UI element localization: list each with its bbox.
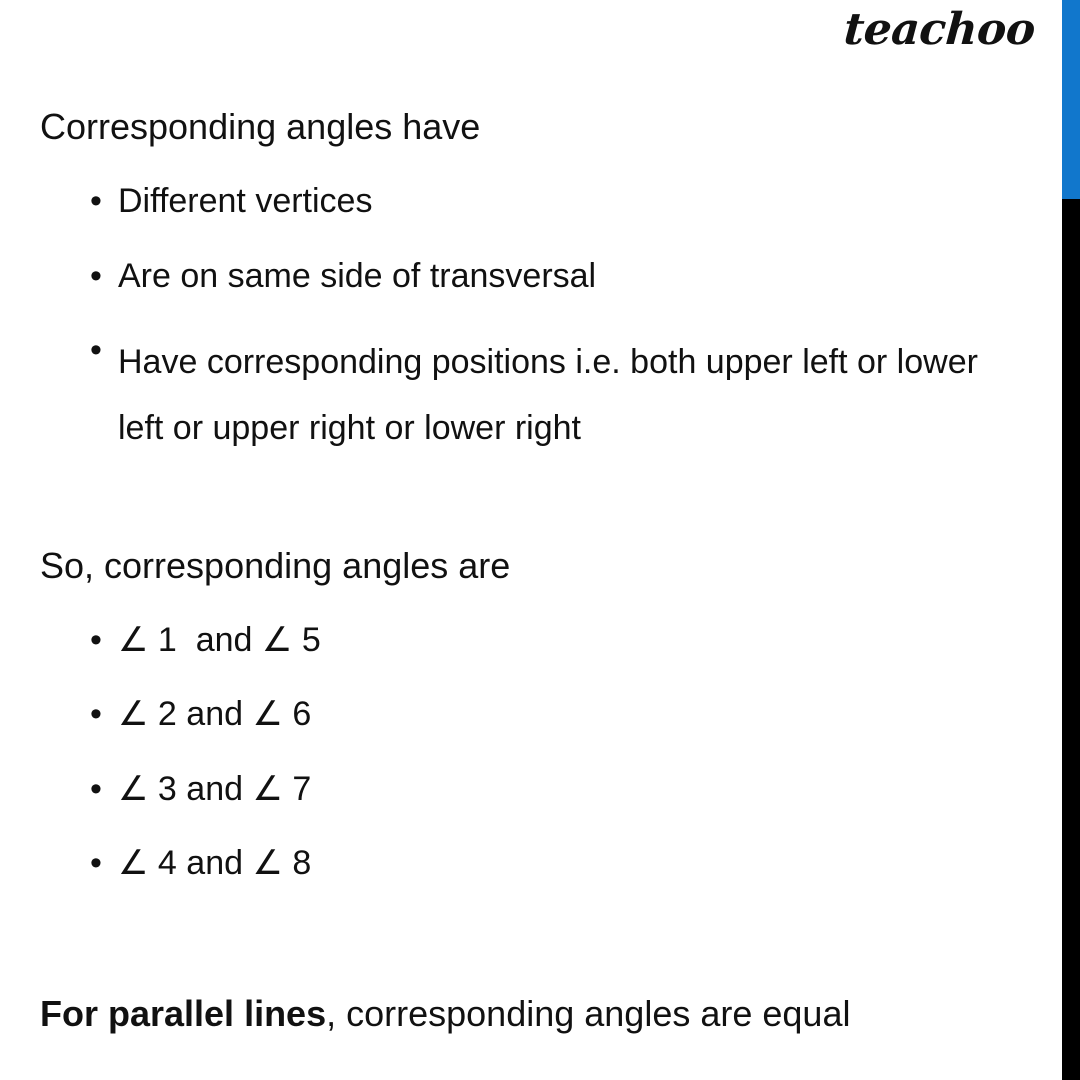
bullet-marker-icon: • — [90, 182, 102, 220]
closing-statement-bold: For parallel lines — [40, 993, 327, 1034]
list-item-label: ∠ 4 and ∠ 8 — [118, 844, 312, 882]
accent-bar-black-segment — [1062, 199, 1080, 1080]
list-item — [81, 256, 1041, 297]
bullet-marker-icon: • — [90, 695, 102, 733]
closing-statement — [40, 992, 850, 1035]
bullet-marker-icon: • — [90, 844, 102, 882]
bullet-marker-icon: • — [90, 257, 102, 295]
bullet-marker-icon: • — [90, 770, 102, 808]
teachoo-logo: teachoo — [842, 4, 1037, 55]
accent-bar-blue-segment — [1062, 0, 1080, 199]
list-item-label: ∠ 2 and ∠ 6 — [118, 695, 312, 733]
list-item — [81, 620, 681, 661]
list-item-label: ∠ 1 and ∠ 5 — [118, 621, 321, 659]
list-item — [81, 769, 681, 810]
section-one-heading: Corresponding angles have — [40, 106, 481, 147]
closing-statement-rest: , corresponding angles are equal — [326, 993, 851, 1034]
list-item — [81, 330, 996, 462]
bullet-marker-icon: • — [90, 621, 102, 659]
list-item-label: Are on same side of transversal — [118, 257, 597, 295]
list-item-label: Different vertices — [118, 182, 373, 220]
right-accent-bar — [1062, 0, 1080, 1080]
list-item-label: Have corresponding positions i.e. both upper left or lower left or upper right or lower right — [118, 343, 988, 447]
list-item-label: ∠ 3 and ∠ 7 — [118, 770, 312, 808]
list-item — [81, 181, 1041, 222]
section-two-heading: So, corresponding angles are — [40, 545, 511, 586]
list-item — [81, 843, 681, 884]
list-item — [81, 694, 681, 735]
bullet-marker-icon: • — [90, 331, 102, 369]
